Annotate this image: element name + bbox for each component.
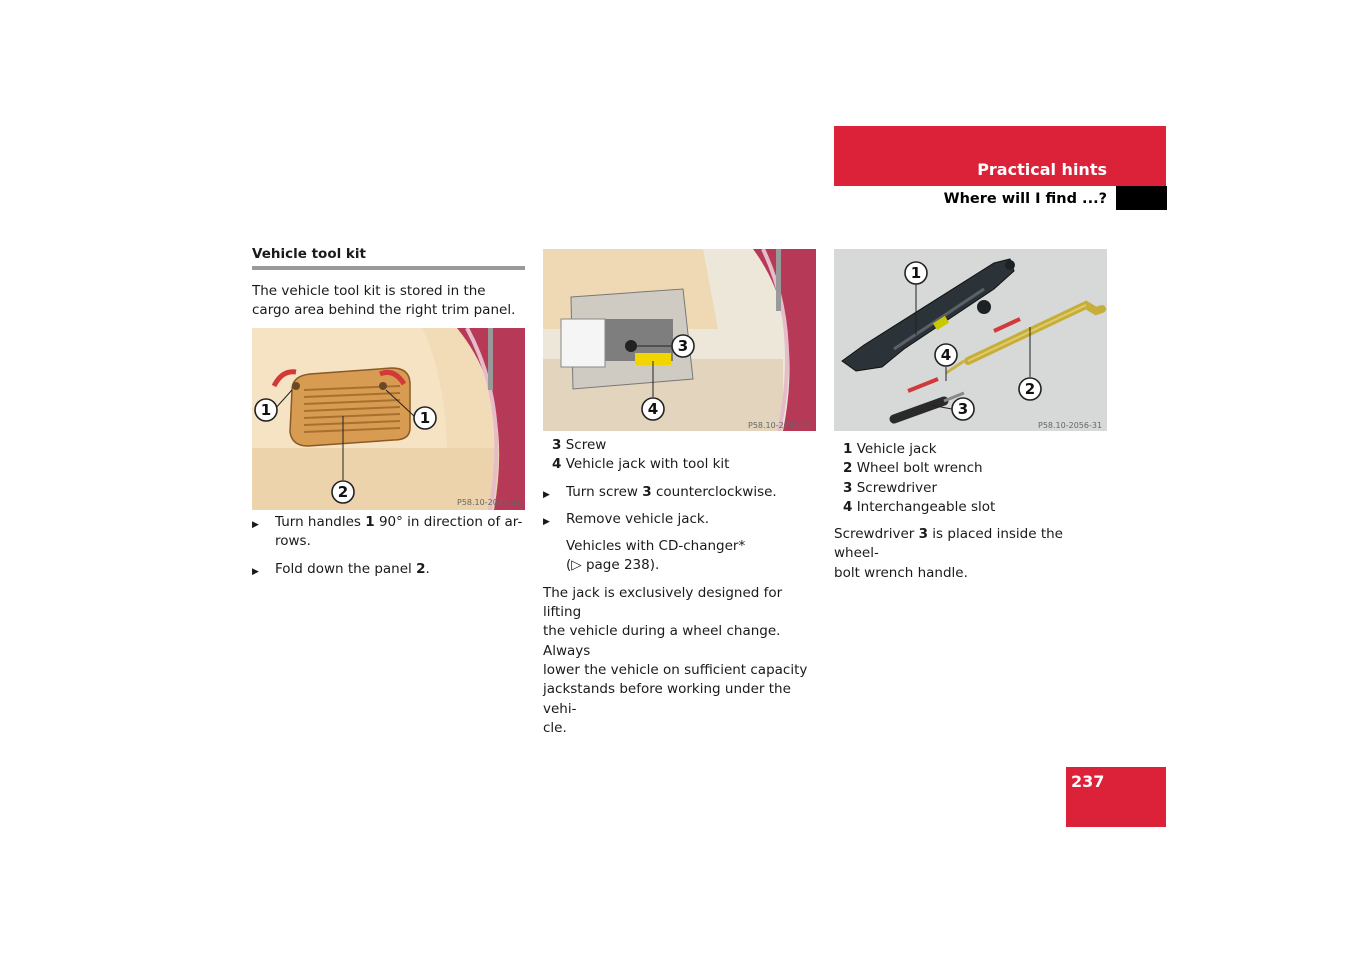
- callout-3: 3: [957, 400, 969, 418]
- step-turn-handles: ▶ Turn handles 1 90° in direction of ar- rows.: [252, 513, 525, 552]
- step-turn-screw: ▶ Turn screw 3 counterclockwise.: [543, 483, 816, 502]
- figure-tool-kit: [834, 249, 1107, 431]
- callout-1-left: 1: [260, 401, 272, 419]
- legend-item: 4 Interchangeable slot: [843, 498, 996, 515]
- callout-3: 3: [677, 337, 689, 355]
- subsection-title: Where will I find ...?: [943, 191, 1107, 207]
- figure-code: P58.10-2056-31: [1038, 421, 1103, 430]
- figure-trim-panel: [252, 328, 525, 510]
- figure-code: P58.10-2049-31: [748, 421, 813, 430]
- legend-item: 3 Screw: [552, 437, 607, 453]
- figure-code: P58.10-2047-31: [457, 498, 522, 507]
- callout-1: 1: [910, 264, 922, 282]
- callout-4: 4: [647, 400, 659, 418]
- callout-2: 2: [337, 483, 349, 501]
- intro-text: The vehicle tool kit is stored in the cargo area behind the right trim panel.: [252, 283, 516, 319]
- legend-item: 4 Vehicle jack with tool kit: [552, 456, 730, 473]
- callout-4: 4: [940, 346, 952, 364]
- callout-1-right: 1: [419, 409, 431, 427]
- section-rule: [252, 266, 525, 270]
- legend-item: 2 Wheel bolt wrench: [843, 460, 983, 477]
- step-remove-jack: ▶ Remove vehicle jack.: [543, 510, 816, 529]
- screwdriver-note: Screwdriver 3 is placed inside the wheel- bolt wrench handle.: [834, 526, 1063, 581]
- figure-jack-compartment: [543, 249, 816, 431]
- legend-item: 1 Vehicle jack: [843, 441, 937, 457]
- legend-item: 3 Screwdriver: [843, 479, 938, 496]
- section-heading: Vehicle tool kit: [252, 246, 366, 262]
- step-fold-panel: ▶ Fold down the panel 2.: [252, 560, 525, 579]
- note-cd-changer: Vehicles with CD-changer* (▷ page 238).: [566, 538, 746, 574]
- header-tab-marker: [1116, 186, 1167, 210]
- callout-2: 2: [1024, 380, 1036, 398]
- jack-warning-text: The jack is exclusively designed for lifting the vehicle during a wheel change. Always lower the vehicle on sufficient capacity jackstands before working under the vehi- cle.: [543, 584, 808, 736]
- section-title: Practical hints: [977, 160, 1107, 179]
- page-number: 237: [1071, 772, 1105, 791]
